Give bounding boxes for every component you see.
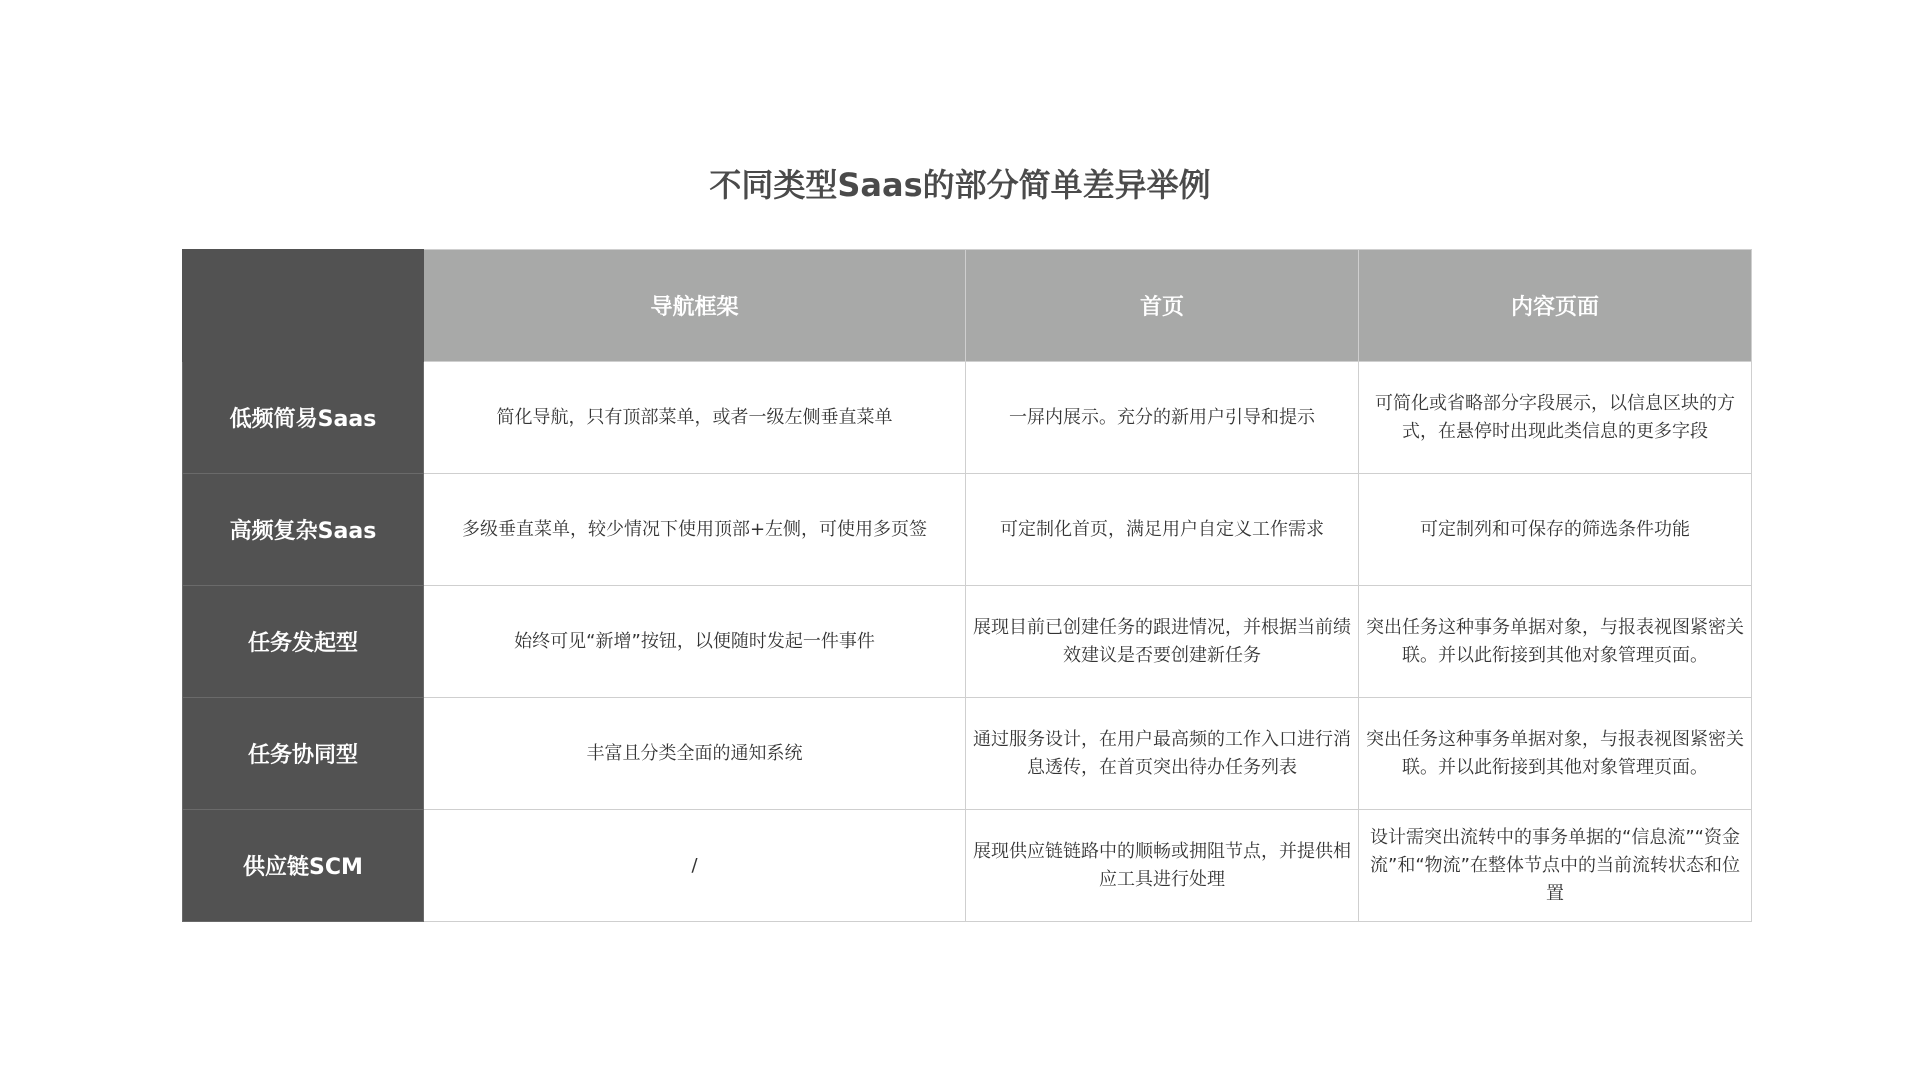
- page-title: 不同类型Saas的部分简单差异举例: [709, 166, 1211, 204]
- table-cell: 一屏内展示。充分的新用户引导和提示: [966, 362, 1359, 474]
- column-header-navigation: 导航框架: [424, 250, 966, 362]
- table-cell: 可定制化首页，满足用户自定义工作需求: [966, 474, 1359, 586]
- table-row: [183, 698, 1752, 810]
- table-cell: 突出任务这种事务单据对象，与报表视图紧密关联。并以此衔接到其他对象管理页面。: [1359, 586, 1752, 698]
- table-row: [183, 810, 1752, 922]
- table-cell: /: [424, 810, 966, 922]
- table-row: [183, 586, 1752, 698]
- table-cell: 简化导航，只有顶部菜单，或者一级左侧垂直菜单: [424, 362, 966, 474]
- comparison-table: [182, 249, 1752, 922]
- corner-cell: [183, 250, 424, 362]
- table-cell: 可简化或省略部分字段展示，以信息区块的方式，在悬停时出现此类信息的更多字段: [1359, 362, 1752, 474]
- table-cell: 通过服务设计，在用户最高频的工作入口进行消息透传，在首页突出待办任务列表: [966, 698, 1359, 810]
- table-row: [183, 362, 1752, 474]
- row-label: 供应链SCM: [183, 810, 424, 922]
- table-cell: 多级垂直菜单，较少情况下使用顶部+左侧，可使用多页签: [424, 474, 966, 586]
- table-cell: 展现目前已创建任务的跟进情况，并根据当前绩效建议是否要创建新任务: [966, 586, 1359, 698]
- table-cell: 展现供应链链路中的顺畅或拥阻节点，并提供相应工具进行处理: [966, 810, 1359, 922]
- table-cell: 可定制列和可保存的筛选条件功能: [1359, 474, 1752, 586]
- row-label: 任务发起型: [183, 586, 424, 698]
- table-cell: 设计需突出流转中的事务单据的“信息流”“资金流”和“物流”在整体节点中的当前流转状态和位置: [1359, 810, 1752, 922]
- table-cell: 丰富且分类全面的通知系统: [424, 698, 966, 810]
- table-cell: 突出任务这种事务单据对象，与报表视图紧密关联。并以此衔接到其他对象管理页面。: [1359, 698, 1752, 810]
- column-header-content-page: 内容页面: [1359, 250, 1752, 362]
- table-row: [183, 474, 1752, 586]
- row-label: 任务协同型: [183, 698, 424, 810]
- row-label: 高频复杂Saas: [183, 474, 424, 586]
- column-header-homepage: 首页: [966, 250, 1359, 362]
- table-header-row: [183, 250, 1752, 362]
- row-label: 低频简易Saas: [183, 362, 424, 474]
- table-cell: 始终可见“新增”按钮，以便随时发起一件事件: [424, 586, 966, 698]
